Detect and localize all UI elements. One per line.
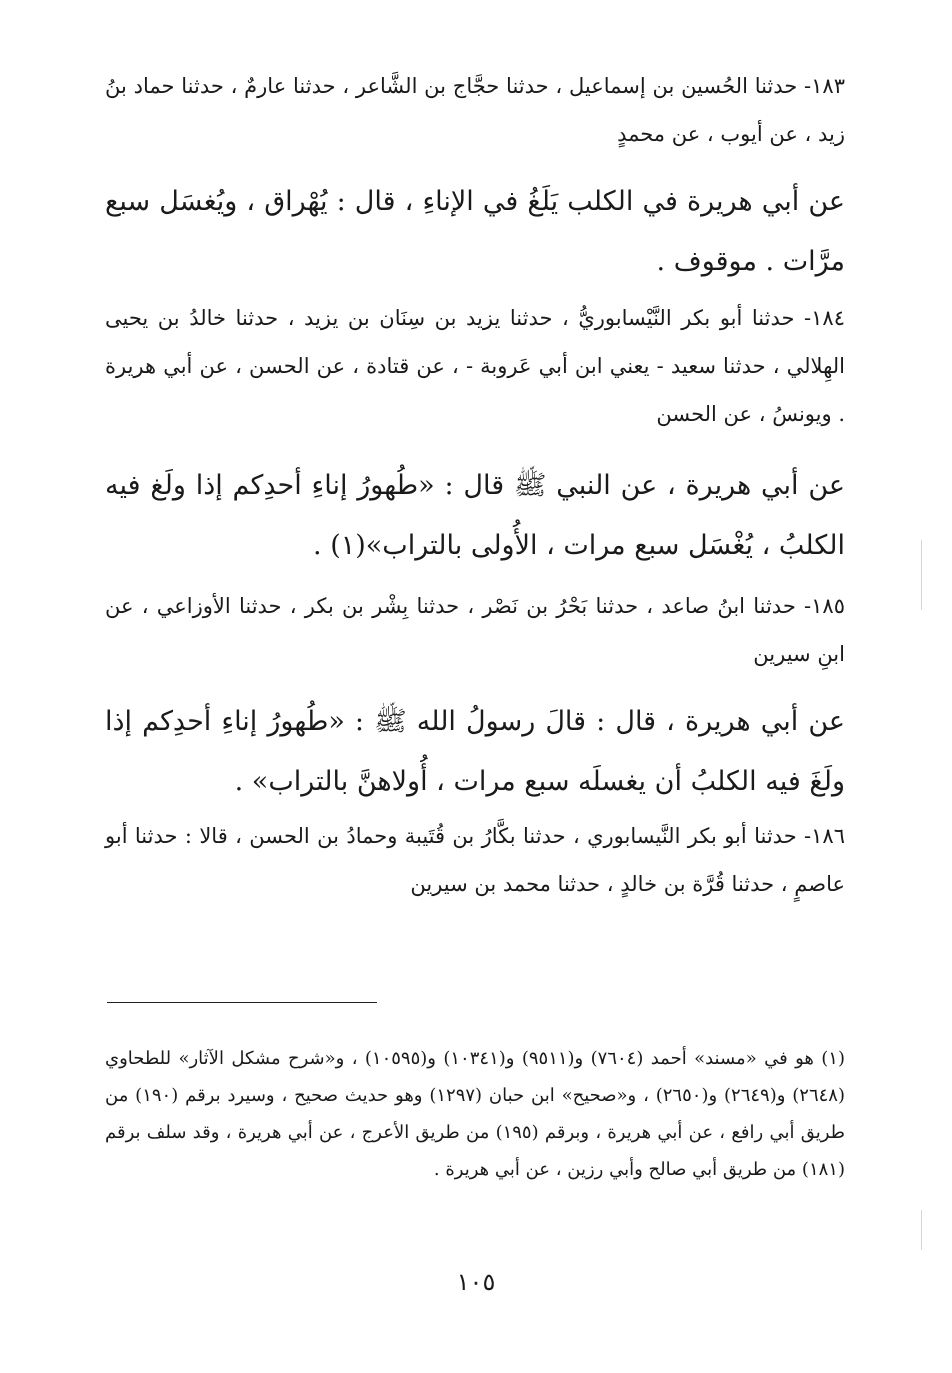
isnad-183: ١٨٣- حدثنا الحُسين بن إسماعيل ، حدثنا حجَّاج بن الشَّاعر ، حدثنا عارمٌ ، حدثنا حماد بنُ زيد ، عن أيوب ، عن محمدٍ: [105, 74, 845, 146]
matn-185: عن أبي هريرة ، قال : قالَ رسولُ الله ﷺ : «طُهورُ إناءِ أحدِكم إذا ولَغَ فيه الكلبُ أن يغسلَه سبع مرات ، أُولاهنَّ بالتراب» .: [105, 706, 845, 797]
page-edge-mark: [921, 1210, 922, 1250]
isnad-186: ١٨٦- حدثنا أبو بكر النَّيسابوري ، حدثنا بكَّارُ بن قُتَيبة وحمادُ بن الحسن ، قالا : حدثنا أبو عاصمٍ ، حدثنا قُرَّة بن خالدٍ ، حدثنا محمد بن سيرين: [105, 824, 845, 896]
isnad-184: ١٨٤- حدثنا أبو بكر النَّيْسابوريُّ ، حدثنا يزيد بن سِنَان بن يزيد ، حدثنا خالدُ بن يحيى الهِلالي ، حدثنا سعيد - يعني ابن أبي عَروبة - ، عن قتادة ، عن الحسن ، عن أبي هريرة . ويونسُ ، عن الحسن: [105, 306, 845, 426]
footnote-divider: [107, 1002, 377, 1003]
isnad-185: ١٨٥- حدثنا ابنُ صاعد ، حدثنا بَحْرُ بن نَصْر ، حدثنا بِشْر بن بكر ، حدثنا الأوزاعي ، عن ابنِ سيرين: [105, 594, 845, 666]
page-number: ١٠٥: [456, 1268, 496, 1296]
matn-183: عن أبي هريرة في الكلب يَلَغُ في الإناءِ ، قال : يُهْراق ، ويُغسَل سبع مرَّات . موقوف .: [105, 186, 845, 277]
page-edge-mark: [921, 540, 922, 610]
matn-184: عن أبي هريرة ، عن النبي ﷺ قال : «طُهورُ إناءِ أحدِكم إذا ولَغ فيه الكلبُ ، يُغْسَل سبع مرات ، الأُولى بالتراب»(١) .: [105, 470, 845, 561]
footnote-1: (١) هو في «مسند» أحمد (٧٦٠٤) و(٩٥١١) و(١٠٣٤١) و(١٠٥٩٥) ، و«شرح مشكل الآثار» للطحاوي (٢٦٤٨) و(٢٦٤٩) و(٢٦٥٠) ، و«صحيح» ابن حبان (١٢٩٧) وهو حديث صحيح ، وسيرد برقم (١٩٠) من طريق أبي رافع ، عن أبي هريرة ، وبرقم (١٩٥) من طريق الأعرج ، عن أبي هريرة ، وقد سلف برقم (١٨١) من طريق أبي صالح وأبي رزين ، عن أبي هريرة .: [105, 1048, 845, 1180]
